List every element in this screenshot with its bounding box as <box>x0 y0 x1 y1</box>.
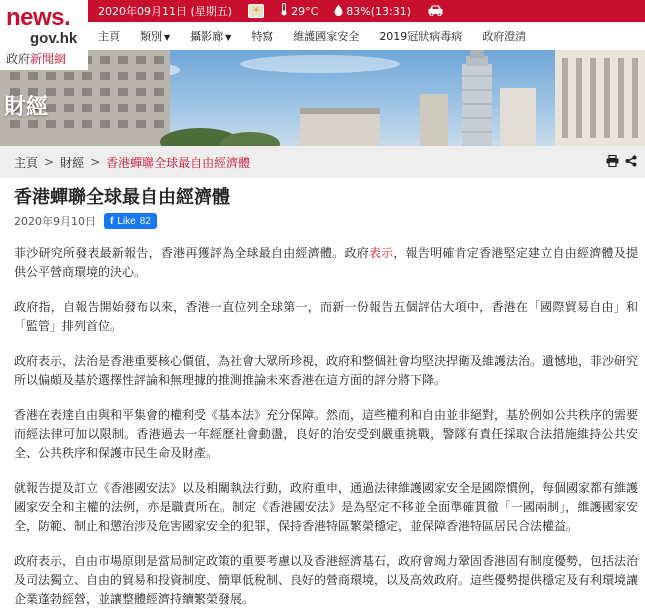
current-date: 2020年09月11日 (星期五) <box>98 5 233 18</box>
nav-covid19[interactable]: 2019冠狀病毒病 <box>379 30 463 43</box>
print-icon[interactable] <box>606 155 619 170</box>
traffic-news-link[interactable] <box>427 4 444 19</box>
humidity-icon <box>334 4 343 19</box>
traffic-icon <box>427 4 444 19</box>
chevron-down-icon: ▼ <box>164 33 171 42</box>
breadcrumb-category[interactable]: 財經 <box>60 155 85 170</box>
breadcrumb <box>0 146 645 178</box>
article-paragraph-3: 政府表示，法治是香港重要核心價值，為社會大眾所珍視，政府和整個社會均堅決捍衛及維護法治。遺憾地，菲沙研究所以偏頗及基於選擇性評論和無理據的推測推論未來香港在這方面的評分將下降。 <box>14 354 639 387</box>
like-label: Like <box>117 215 136 227</box>
nav-categories[interactable] <box>140 28 170 44</box>
breadcrumb-separator-icon: > <box>44 155 55 169</box>
article <box>14 186 638 609</box>
nav-national-security[interactable]: 維護國家安全 <box>293 30 360 43</box>
article-paragraph-1 <box>14 244 638 282</box>
humidity-reading[interactable] <box>334 4 411 19</box>
article-date: 2020年9月10日 <box>14 215 96 228</box>
banner-title: 財經 <box>4 95 49 120</box>
thermometer-icon <box>280 3 288 19</box>
nav-features[interactable]: 特寫 <box>251 30 274 43</box>
info-bar <box>88 0 645 22</box>
breadcrumb-current: 香港蟬聯全球最自由經濟體 <box>106 155 251 170</box>
chevron-down-icon: ▼ <box>225 33 232 42</box>
logo-subtitle <box>6 50 66 67</box>
weather-icon: ☀ <box>248 4 264 18</box>
nav-clarifications[interactable]: 政府澄清 <box>482 30 527 43</box>
paragraph-1-text-a: 菲沙研究所發表最新報告，香港再獲評為全球最自由經濟體。政府 <box>14 246 369 260</box>
breadcrumb-home[interactable]: 主頁 <box>14 155 39 170</box>
weather-status[interactable] <box>248 4 264 18</box>
statement-link[interactable]: 表示 <box>368 246 394 260</box>
nav-categories-label: 類別 <box>140 30 162 43</box>
nav-gallery-label: 攝影廊 <box>190 30 224 43</box>
skyline-image <box>0 50 645 146</box>
logo-subtitle-red: 新聞網 <box>30 52 67 66</box>
like-count: 82 <box>139 215 151 227</box>
article-meta <box>14 212 638 230</box>
article-paragraph-6: 政府表示，自由市場原則是當局制定政策的重要考慮以及香港經濟基石，政府會竭力鞏固香港固有制度優勢，包括法治及司法獨立、自由的貿易和投資制度、簡單低稅制、良好的營商環境，以及高效政府。這些優勢提供穩定及有利環境讓企業蓬勃經營，並讓整體經濟持續繁榮發展。 <box>14 554 639 606</box>
logo-news-text: news. <box>6 4 71 31</box>
breadcrumb-separator-icon: > <box>90 155 101 169</box>
temperature-reading[interactable] <box>280 3 318 19</box>
share-icon[interactable] <box>625 155 637 170</box>
main-nav <box>88 22 645 50</box>
nav-home[interactable]: 主頁 <box>98 30 120 43</box>
nav-gallery[interactable] <box>190 28 231 44</box>
site-logo[interactable] <box>0 0 88 70</box>
article-paragraph-5: 就報告提及訂立《香港國安法》以及相關執法行動，政府重申，通過法律維護國家安全是國際慣例，每個國家都有維護國家安全和主權的法例，亦是職責所在。制定《香港國安法》是為堅定不移並全面準確貫徹「一國兩制」，維護國家安全，防範、制止和懲治涉及危害國家安全的犯罪，保持香港特區繁榮穩定，並保障香港特區居民合法權益。 <box>14 481 639 533</box>
logo-gov-text: gov.hk <box>30 30 78 47</box>
article-title: 香港蟬聯全球最自由經濟體 <box>14 187 230 208</box>
category-banner <box>0 50 645 146</box>
article-paragraph-4: 香港在表達自由與和平集會的權利受《基本法》充分保障。然而，這些權利和自由並非絕對，基於例如公共秩序的需要而經法律可加以限制。香港過去一年經歷社會動盪，良好的治安受到嚴重挑戰，警隊有責任採取合法措施維持公共安全、公共秩序和保護市民生命及財產。 <box>14 408 639 460</box>
article-paragraph-2: 政府指，自報告開始發布以來，香港一直位列全球第一，而新一份報告五個評估大項中，香港在「國際貿易自由」和「監管」排列首位。 <box>14 300 638 333</box>
facebook-icon: f <box>110 215 114 227</box>
facebook-like-button[interactable] <box>104 213 157 229</box>
temperature-value: 29°C <box>291 4 319 18</box>
logo-subtitle-black: 政府 <box>6 52 31 66</box>
article-tools <box>600 155 637 170</box>
paragraph-1-text-b: ，報告明確肯定香港堅定建立自由經濟體及提供公平營商環境的決心。 <box>14 246 638 279</box>
humidity-value: 83%(13:31) <box>346 4 411 18</box>
